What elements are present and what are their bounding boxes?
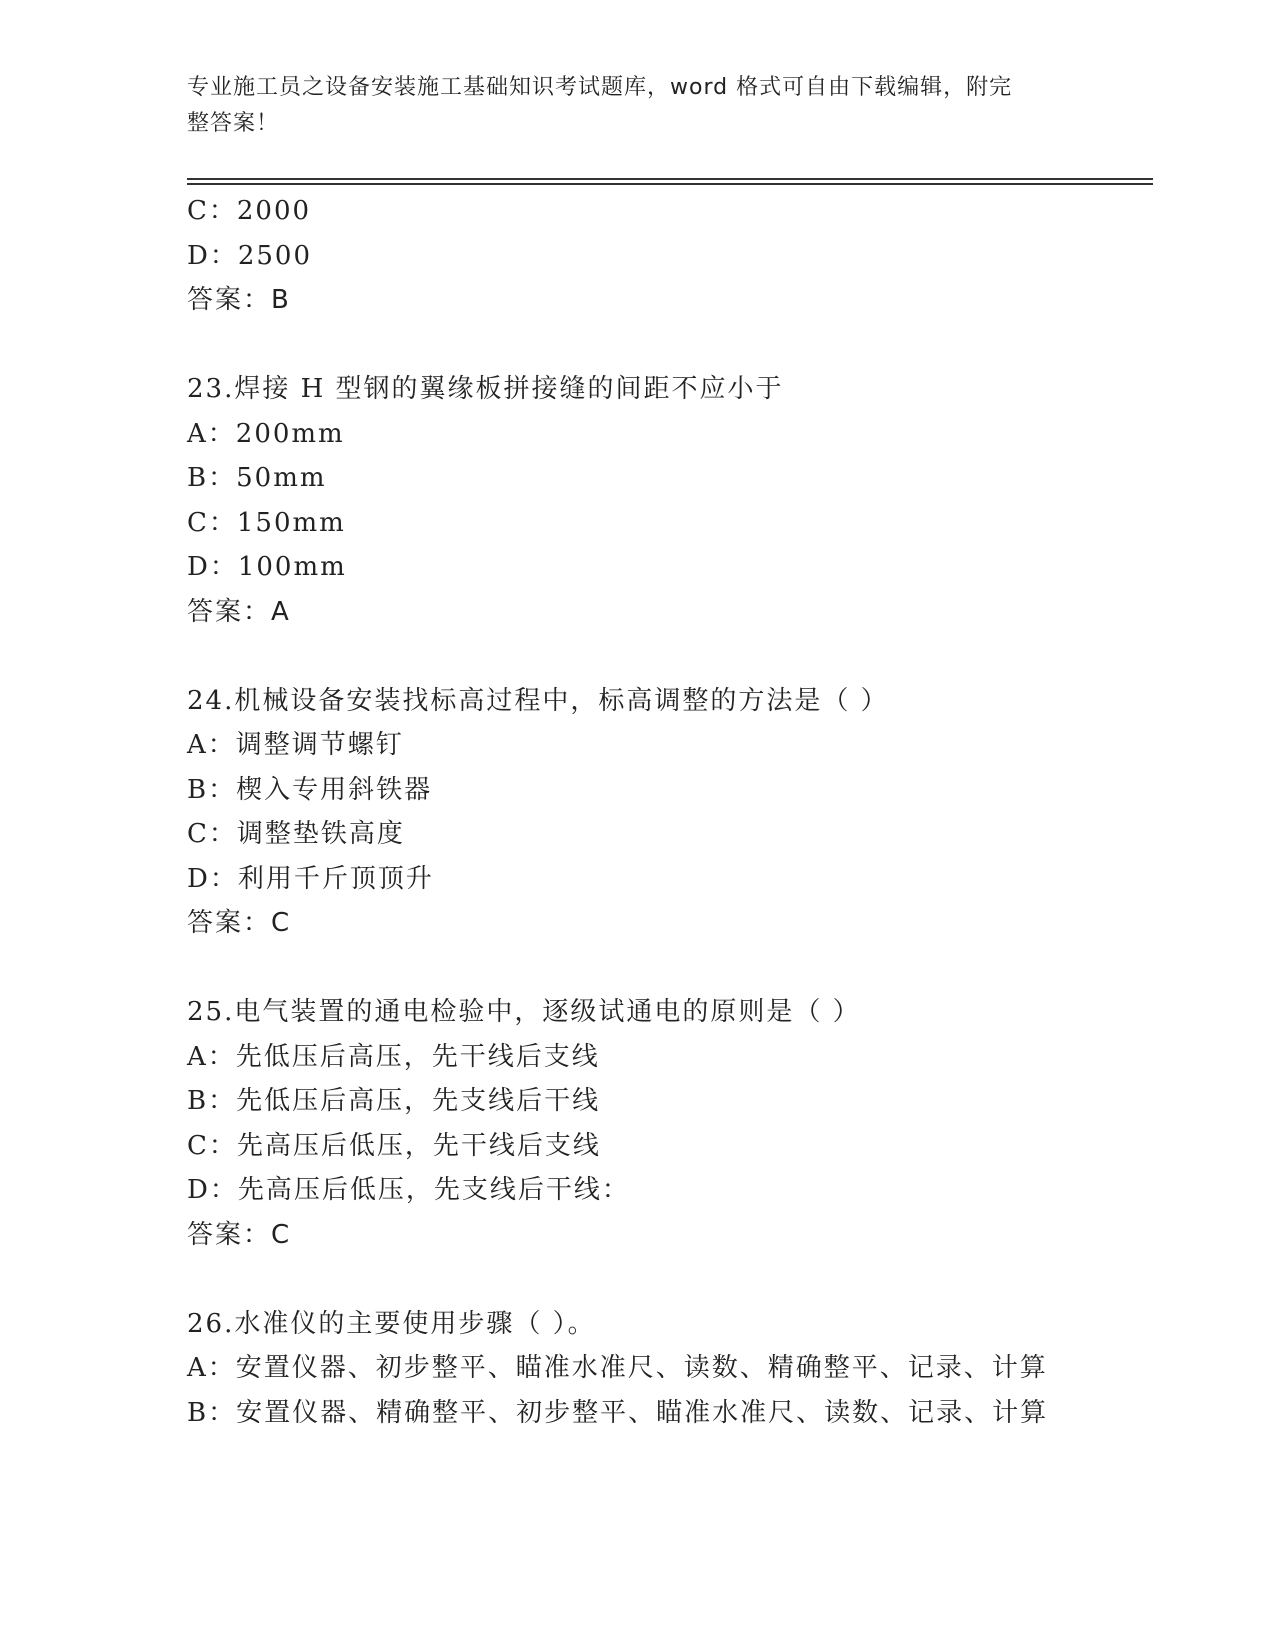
question-title: 26.水准仪的主要使用步骤（ ）。: [187, 1309, 596, 1339]
option-a: A：调整调节螺钉: [187, 730, 404, 760]
option-a: A：安置仪器、初步整平、瞄准水准尺、读数、精确整平、记录、计算: [187, 1353, 1048, 1383]
option-d: D：利用千斤顶顶升: [187, 864, 434, 894]
option-b: B：安置仪器、精确整平、初步整平、瞄准水准尺、读数、记录、计算: [187, 1398, 1049, 1428]
option-d: D：100mm: [187, 552, 347, 582]
option-b: B：楔入专用斜铁器: [187, 775, 433, 805]
option-c: C：调整垫铁高度: [187, 819, 405, 849]
header-divider-bottom: [187, 183, 1153, 185]
question-title: 25.电气装置的通电检验中，逐级试通电的原则是（ ）: [187, 997, 861, 1027]
option-a: A：200mm: [187, 419, 345, 449]
document-header: [187, 70, 1067, 142]
header-divider-top: [187, 178, 1153, 180]
option-c: C：150mm: [187, 508, 346, 538]
header-line-1: 专业施工员之设备安装施工基础知识考试题库，word 格式可自由下载编辑，附完: [187, 75, 1013, 100]
option-b: B：50mm: [187, 463, 327, 493]
question-title: 24.机械设备安装找标高过程中，标高调整的方法是（ ）: [187, 686, 889, 716]
option-b: B：先低压后高压，先支线后干线: [187, 1086, 601, 1116]
answer-line: 答案：C: [187, 908, 292, 938]
answer-line: 答案：C: [187, 1220, 292, 1250]
answer-line: 答案：B: [187, 285, 291, 315]
option-d: D：2500: [187, 241, 313, 271]
option-a: A：先低压后高压，先干线后支线: [187, 1042, 600, 1072]
option-c: C：2000: [187, 196, 312, 226]
answer-line: 答案：A: [187, 597, 291, 627]
option-d: D：先高压后低压，先支线后干线：: [187, 1175, 630, 1205]
header-line-2: 整答案！: [187, 111, 280, 136]
option-c: C：先高压后低压，先干线后支线: [187, 1131, 601, 1161]
question-title: 23.焊接 H 型钢的翼缘板拼接缝的间距不应小于: [187, 374, 784, 404]
